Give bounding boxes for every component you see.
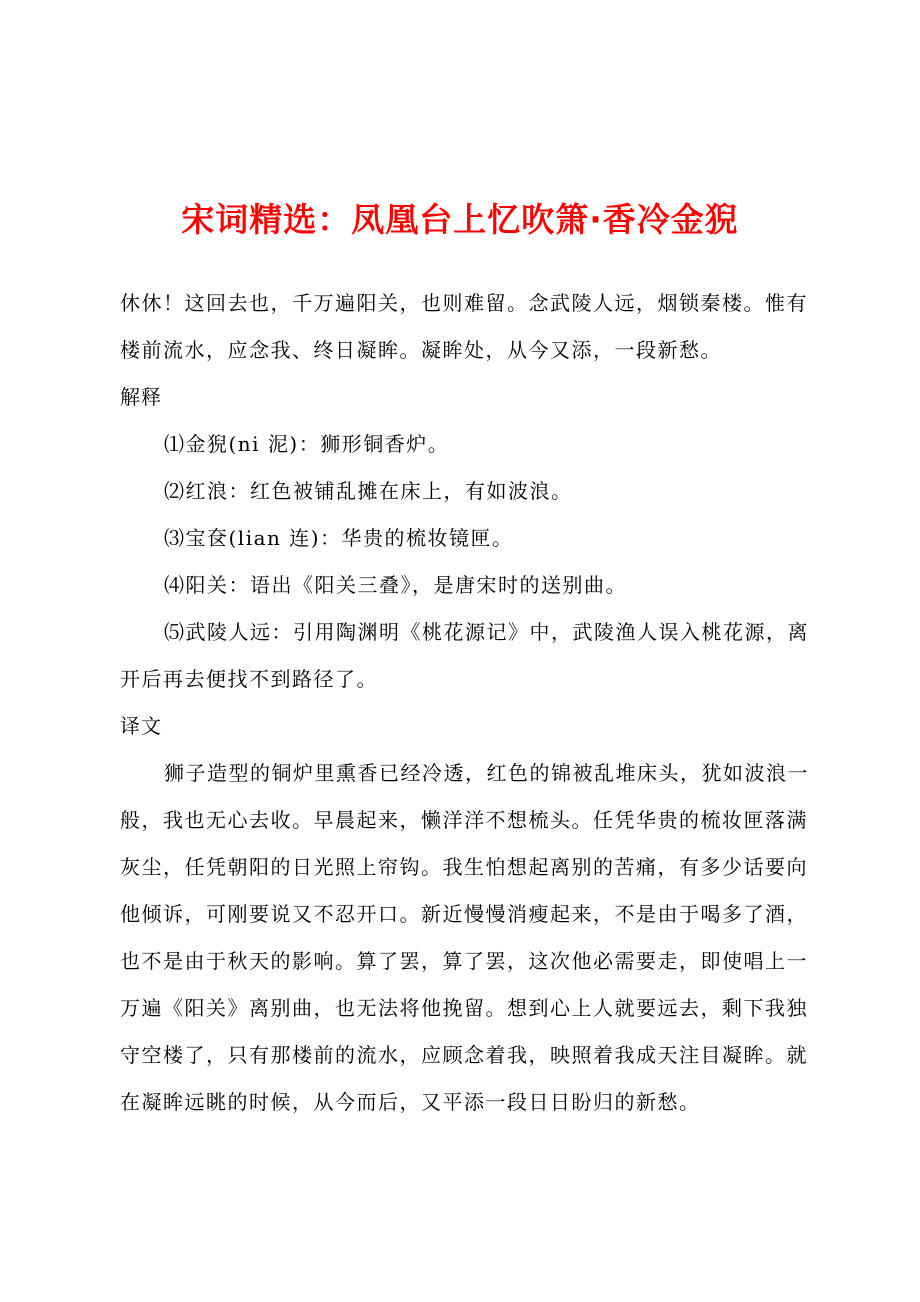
poem-line: 休休！这回去也，千万遍阳关，也则难留。念武陵人远，烟锁秦楼。惟有 (120, 291, 808, 315)
note-item: ⑸武陵人远：引用陶渊明《桃花源记》中，武陵渔人误入桃花源，离 (164, 620, 809, 644)
translation-line: 也不是由于秋天的影响。算了罢，算了罢，这次他必需要走，即使唱上一 (120, 949, 808, 973)
note-item: ⑷阳关：语出《阳关三叠》，是唐宋时的送别曲。 (164, 573, 627, 597)
translation-line: 他倾诉，可刚要说又不忍开口。新近慢慢消瘦起来，不是由于喝多了酒， (120, 902, 808, 926)
page-title: 宋词精选：凤凰台上忆吹箫·香冷金猊 (181, 200, 739, 239)
note-item: ⑵红浪：红色被铺乱摊在床上，有如波浪。 (164, 479, 573, 503)
translation-line: 在凝眸远眺的时候，从今而后，又平添一段日日盼归的新愁。 (120, 1090, 701, 1114)
document-body (120, 280, 820, 1126)
translation-line: 守空楼了，只有那楼前的流水，应顾念着我，映照着我成天注目凝眸。就 (120, 1043, 808, 1067)
note-item: ⑴金猊(ni 泥)：狮形铜香炉。 (164, 432, 450, 456)
notes-heading: 解释 (120, 385, 162, 409)
translation-heading: 译文 (120, 714, 162, 738)
note-item: ⑶宝奁(lian 连)：华贵的梳妆镜匣。 (164, 526, 514, 550)
translation-line: 般，我也无心去收。早晨起来，懒洋洋不想梳头。任凭华贵的梳妆匣落满 (120, 808, 808, 832)
translation-line: 狮子造型的铜炉里熏香已经冷透，红色的锦被乱堆床头，犹如波浪一 (164, 761, 809, 785)
translation-line: 灰尘，任凭朝阳的日光照上帘钩。我生怕想起离别的苦痛，有多少话要向 (120, 855, 808, 879)
poem-line: 楼前流水，应念我、终日凝眸。凝眸处，从今又添，一段新愁。 (120, 338, 722, 362)
translation-line: 万遍《阳关》离别曲，也无法将他挽留。想到心上人就要远去，剩下我独 (120, 996, 808, 1020)
note-continuation: 开后再去便找不到路径了。 (120, 667, 378, 691)
